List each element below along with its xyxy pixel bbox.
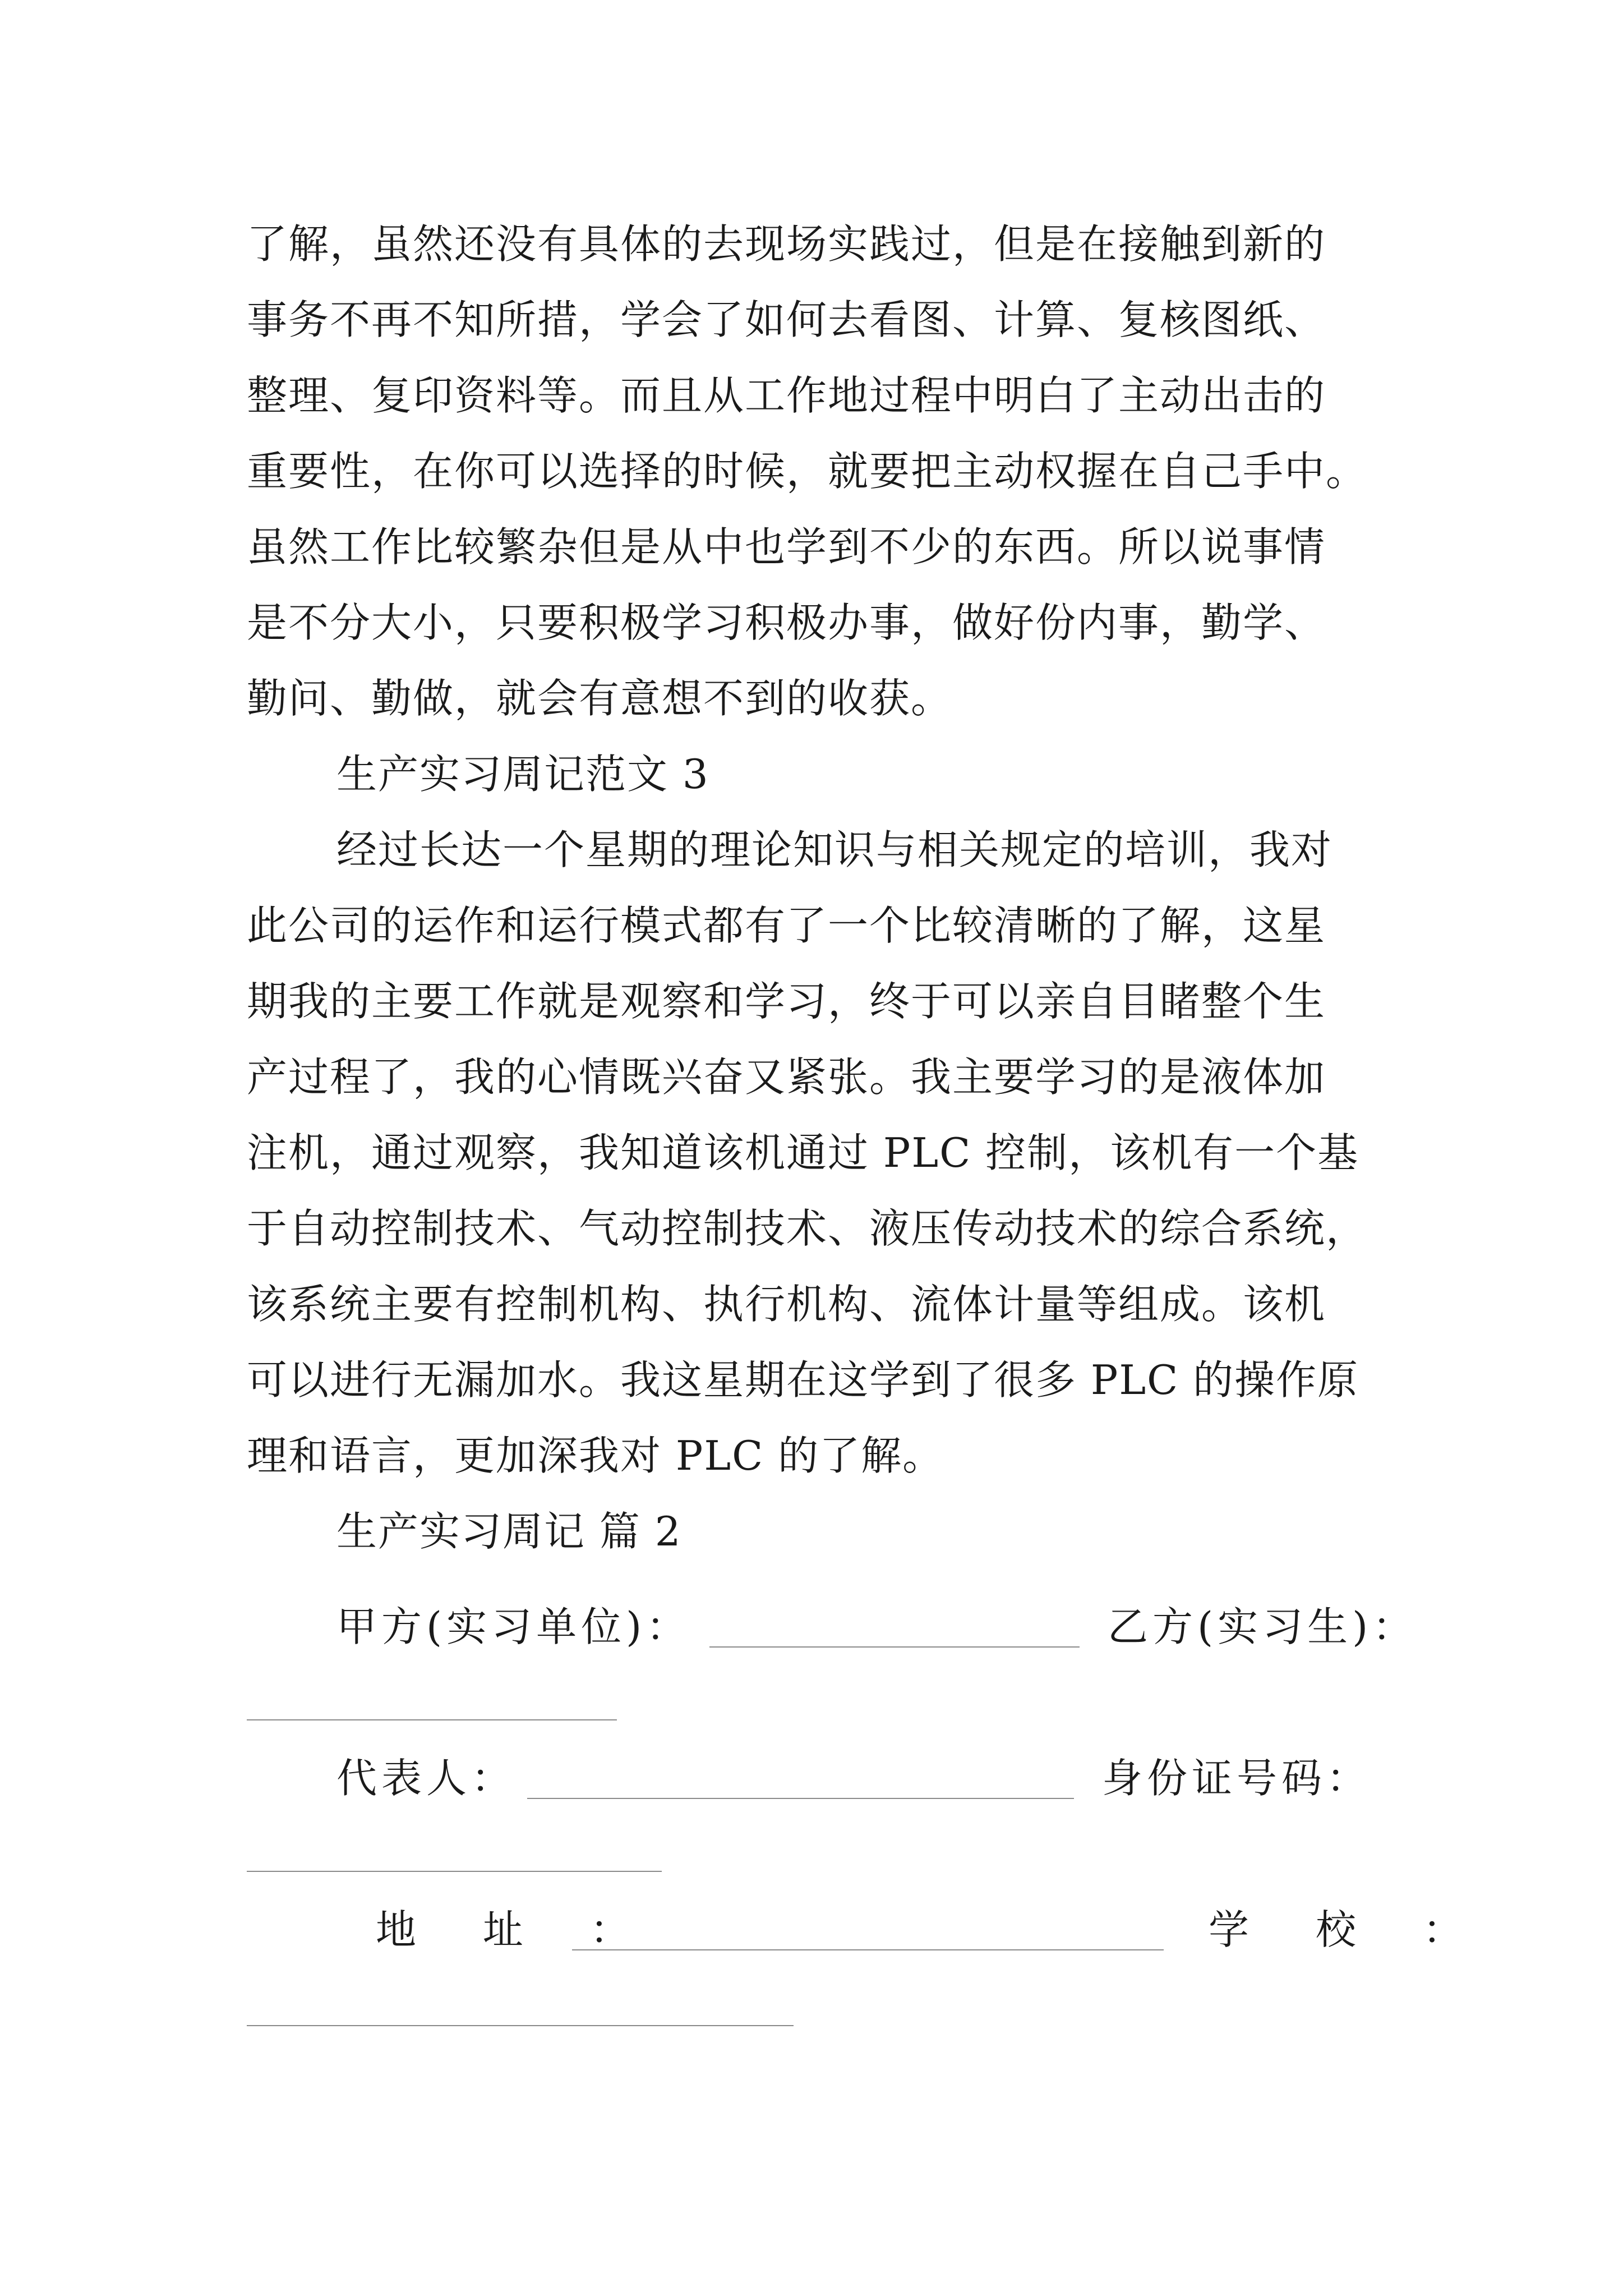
party-b-field[interactable] xyxy=(247,1719,617,1720)
paragraph-line: 经过长达一个星期的理论知识与相关规定的培训，我对 xyxy=(336,826,1333,873)
paragraph-line: 于自动控制技术、气动控制技术、液压传动技术的综合系统， xyxy=(247,1205,1368,1252)
paragraph-line: 产过程了，我的心情既兴奋又紧张。我主要学习的是液体加 xyxy=(247,1053,1326,1101)
paragraph-line: 勤问、勤做，就会有意想不到的收获。 xyxy=(247,675,953,722)
representative-label: 代表人： xyxy=(336,1755,517,1802)
id-number-label: 身份证号码： xyxy=(1102,1755,1372,1802)
paragraph-line: 是不分大小，只要积极学习积极办事，做好份内事，勤学、 xyxy=(247,599,1326,646)
paragraph-line: 注机，通过观察，我知道该机通过 PLC 控制，该机有一个基 xyxy=(247,1129,1359,1176)
id-number-field[interactable] xyxy=(247,1871,662,1872)
party-a-field[interactable] xyxy=(709,1646,1080,1648)
school-field[interactable] xyxy=(247,2025,794,2026)
paragraph-line: 理和语言，更加深我对 PLC 的了解。 xyxy=(247,1432,944,1479)
paragraph-line: 整理、复印资料等。而且从工作地过程中明白了主动出击的 xyxy=(247,372,1326,419)
school-label: 学 校 ： xyxy=(1209,1906,1490,1953)
paragraph-line: 期我的主要工作就是观察和学习，终于可以亲自目睹整个生 xyxy=(247,978,1326,1025)
paragraph-line: 了解，虽然还没有具体的去现场实践过，但是在接触到新的 xyxy=(247,220,1326,268)
party-a-label: 甲方(实习单位)： xyxy=(336,1603,691,1650)
paragraph-line: 可以进行无漏加水。我这星期在这学到了很多 PLC 的操作原 xyxy=(247,1356,1359,1404)
article-title: 生产实习周记 篇 2 xyxy=(336,1508,682,1555)
section-title: 生产实习周记范文 3 xyxy=(336,751,709,798)
paragraph-line: 重要性，在你可以选择的时候，就要把主动权握在自己手中。 xyxy=(247,448,1368,495)
party-b-label: 乙方(实习生)： xyxy=(1108,1603,1418,1650)
representative-field[interactable] xyxy=(527,1798,1074,1799)
address-label: 地 址 ： xyxy=(376,1906,657,1953)
paragraph-line: 该系统主要有控制机构、执行机构、流体计量等组成。该机 xyxy=(247,1281,1326,1328)
paragraph-line: 事务不再不知所措，学会了如何去看图、计算、复核图纸、 xyxy=(247,296,1326,343)
paragraph-line: 虽然工作比较繁杂但是从中也学到不少的东西。所以说事情 xyxy=(247,523,1326,570)
address-field[interactable] xyxy=(572,1949,1164,1950)
paragraph-line: 此公司的运作和运行模式都有了一个比较清晰的了解，这星 xyxy=(247,902,1326,949)
